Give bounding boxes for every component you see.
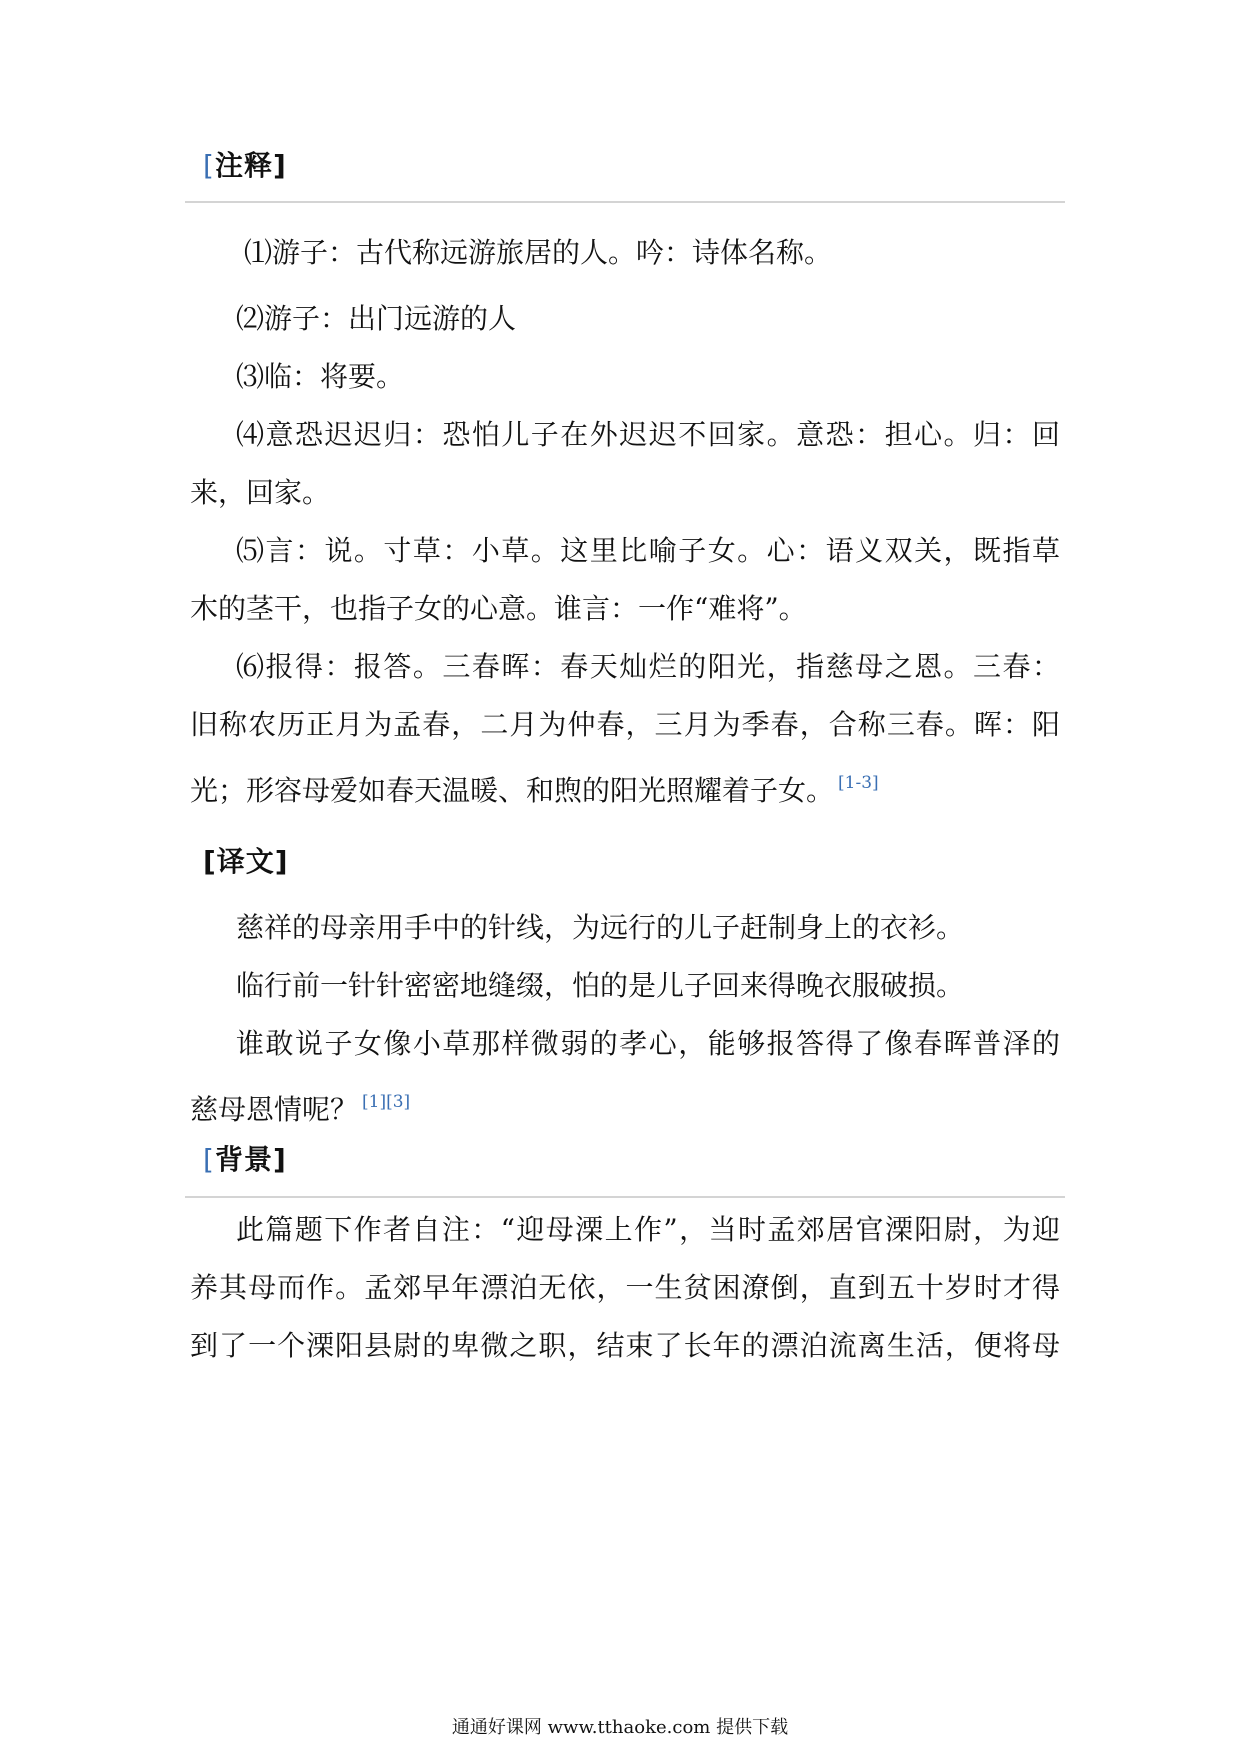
- note-line-10: [190, 763, 1060, 811]
- note-line-3: ⑶临：将要。: [236, 360, 405, 393]
- notes-heading-text: 注释]: [214, 149, 287, 182]
- background-divider: [185, 1196, 1065, 1198]
- note-line-7: 木的茎干，也指子女的心意。谁言：一作“难将”。: [190, 592, 807, 625]
- translation-line-1: 慈祥的母亲用手中的针线，为远行的儿子赶制身上的衣衫。: [236, 911, 965, 944]
- translation-reference-link[interactable]: [1][3]: [362, 1092, 411, 1112]
- note-line-4: ⑷意恐迟迟归：恐怕儿子在外迟迟不回家。意恐：担心。归：回: [236, 418, 1060, 451]
- translation-line-4-text: 慈母恩情呢？: [190, 1093, 359, 1126]
- translation-line-4: [190, 1082, 1060, 1130]
- note-line-5: 来，回家。: [190, 476, 331, 509]
- background-line-3: 到了一个溧阳县尉的卑微之职，结束了长年的漂泊流离生活，便将母: [190, 1329, 1060, 1362]
- note-line-6: ⑸言：说。寸草：小草。这里比喻子女。心：语义双关，既指草: [236, 534, 1060, 567]
- background-heading-bracket: [: [203, 1143, 215, 1176]
- translation-heading: [译文]: [203, 845, 289, 878]
- note-line-1: ⑴游子：古代称远游旅居的人。吟：诗体名称。: [244, 236, 833, 269]
- note-line-2: ⑵游子：出门远游的人: [236, 302, 517, 335]
- notes-divider: [185, 201, 1065, 203]
- background-heading: [203, 1140, 287, 1180]
- background-line-2: 养其母而作。孟郊早年漂泊无依，一生贫困潦倒，直到五十岁时才得: [190, 1271, 1060, 1304]
- note-line-9: 旧称农历正月为孟春，二月为仲春，三月为季春，合称三春。晖：阳: [190, 708, 1060, 741]
- translation-line-3: 谁敢说子女像小草那样微弱的孝心，能够报答得了像春晖普泽的: [236, 1027, 1060, 1060]
- page-footer: 通通好课网 www.tthaoke.com 提供下载: [451, 1717, 789, 1738]
- notes-heading-bracket: [: [203, 149, 215, 182]
- notes-reference-link[interactable]: [1-3]: [838, 773, 879, 793]
- notes-heading: [203, 146, 287, 186]
- background-heading-text: 背景]: [214, 1143, 287, 1176]
- translation-line-2: 临行前一针针密密地缝缀，怕的是儿子回来得晚衣服破损。: [236, 969, 965, 1002]
- note-line-10-text: 光；形容母爱如春天温暖、和煦的阳光照耀着子女。: [190, 774, 835, 807]
- note-line-8: ⑹报得：报答。三春晖：春天灿烂的阳光，指慈母之恩。三春：: [236, 650, 1060, 683]
- background-line-1: 此篇题下作者自注：“迎母溧上作”，当时孟郊居官溧阳尉，为迎: [236, 1213, 1060, 1246]
